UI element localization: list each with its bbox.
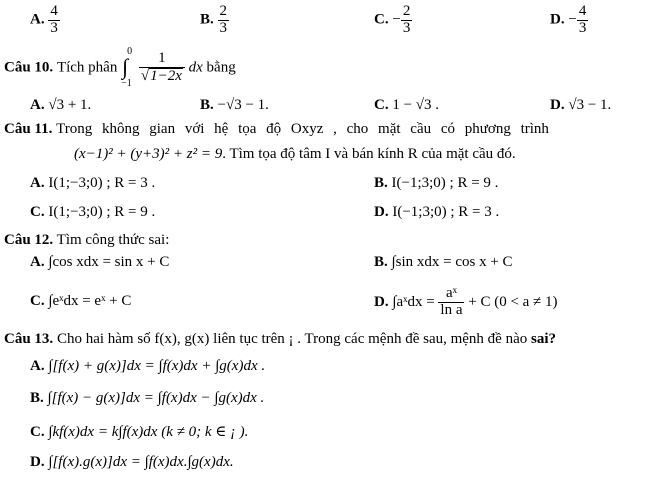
q10-option-b: B. −√3 − 1. [200,97,269,113]
q9-option-c: C. − $\frac{2}{3}$ [374,3,411,36]
q12-option-c: C. ∫eˣdx = eˣ + C [30,293,132,309]
fraction: $\frac{4}{3}$ [578,3,587,36]
fraction: $\frac{2}{3}$ [219,3,228,36]
q10-option-c: C. 1 − √3 . [374,97,440,113]
q10-question: Câu 10. Tích phân 0 ∫ −1 $\frac{1}{√1-2x}$ dx bằng [4,46,236,89]
q10-option-d: D. √3 − 1. [550,97,612,113]
fraction: $\frac{\text{aˣ}}{\text{ln a}}$ [440,285,463,318]
q9-option-b: B. $\frac{2}{3}$ [200,3,228,36]
q12-option-d: D. ∫aˣdx = $\frac{\text{aˣ}}{\text{ln a}}$ + C (0 < a ≠ 1) [374,285,558,318]
integral-with-bounds: 0 ∫ −1 [121,46,133,89]
q10-option-a: A. √3 + 1. [30,97,92,113]
q12-option-b: B. ∫sin xdx = cos x + C [374,254,513,270]
integrand-fraction: $\frac{1}{√1-2x}$ [139,51,185,85]
q9-option-d: D. − $\frac{4}{3}$ [550,3,587,36]
q11-option-c: C. I(1;−3;0) ; R = 9 . [30,204,156,220]
q12-option-a: A. ∫cos xdx = sin x + C [30,254,170,270]
q11-question-line2: (x−1)² + (y+3)² + z² = 9. Tìm tọa độ tâm I và bán kính R của mặt cầu đó. [74,146,516,162]
q13-option-a: A. ∫[f(x) + g(x)]dx = ∫f(x)dx + ∫g(x)dx . [30,358,266,374]
fraction: $\frac{2}{3}$ [402,3,411,36]
q11-option-b: B. I(−1;3;0) ; R = 9 . [374,175,499,191]
q13-option-c: C. ∫kf(x)dx = k∫f(x)dx (k ≠ 0; k ∈ ¡ ). [30,424,249,440]
fraction: $\frac{4}{3}$ [50,3,58,36]
q11-question: Câu 11. Trong không gian với hệ tọa độ Oxyz , cho mặt cầu có phương trình [4,121,549,137]
q9-option-a: A. $\frac{4}{3}$ [30,3,58,36]
sphere-equation: (x−1)² + (y+3)² + z² = 9 [74,146,223,162]
q12-question: Câu 12. Tìm công thức sai: [4,232,170,248]
q13-option-b: B. ∫[f(x) − g(x)]dx = ∫f(x)dx − ∫g(x)dx . [30,390,265,406]
q13-option-d: D. ∫[f(x).g(x)]dx = ∫f(x)dx.∫g(x)dx. [30,454,234,470]
q11-option-d: D. I(−1;3;0) ; R = 3 . [374,204,500,220]
q11-option-a: A. I(1;−3;0) ; R = 3 . [30,175,156,191]
q13-question: Câu 13. Cho hai hàm số f(x), g(x) liên tục trên ¡ . Trong các mệnh đề sau, mệnh đề nào sai? [4,331,557,347]
